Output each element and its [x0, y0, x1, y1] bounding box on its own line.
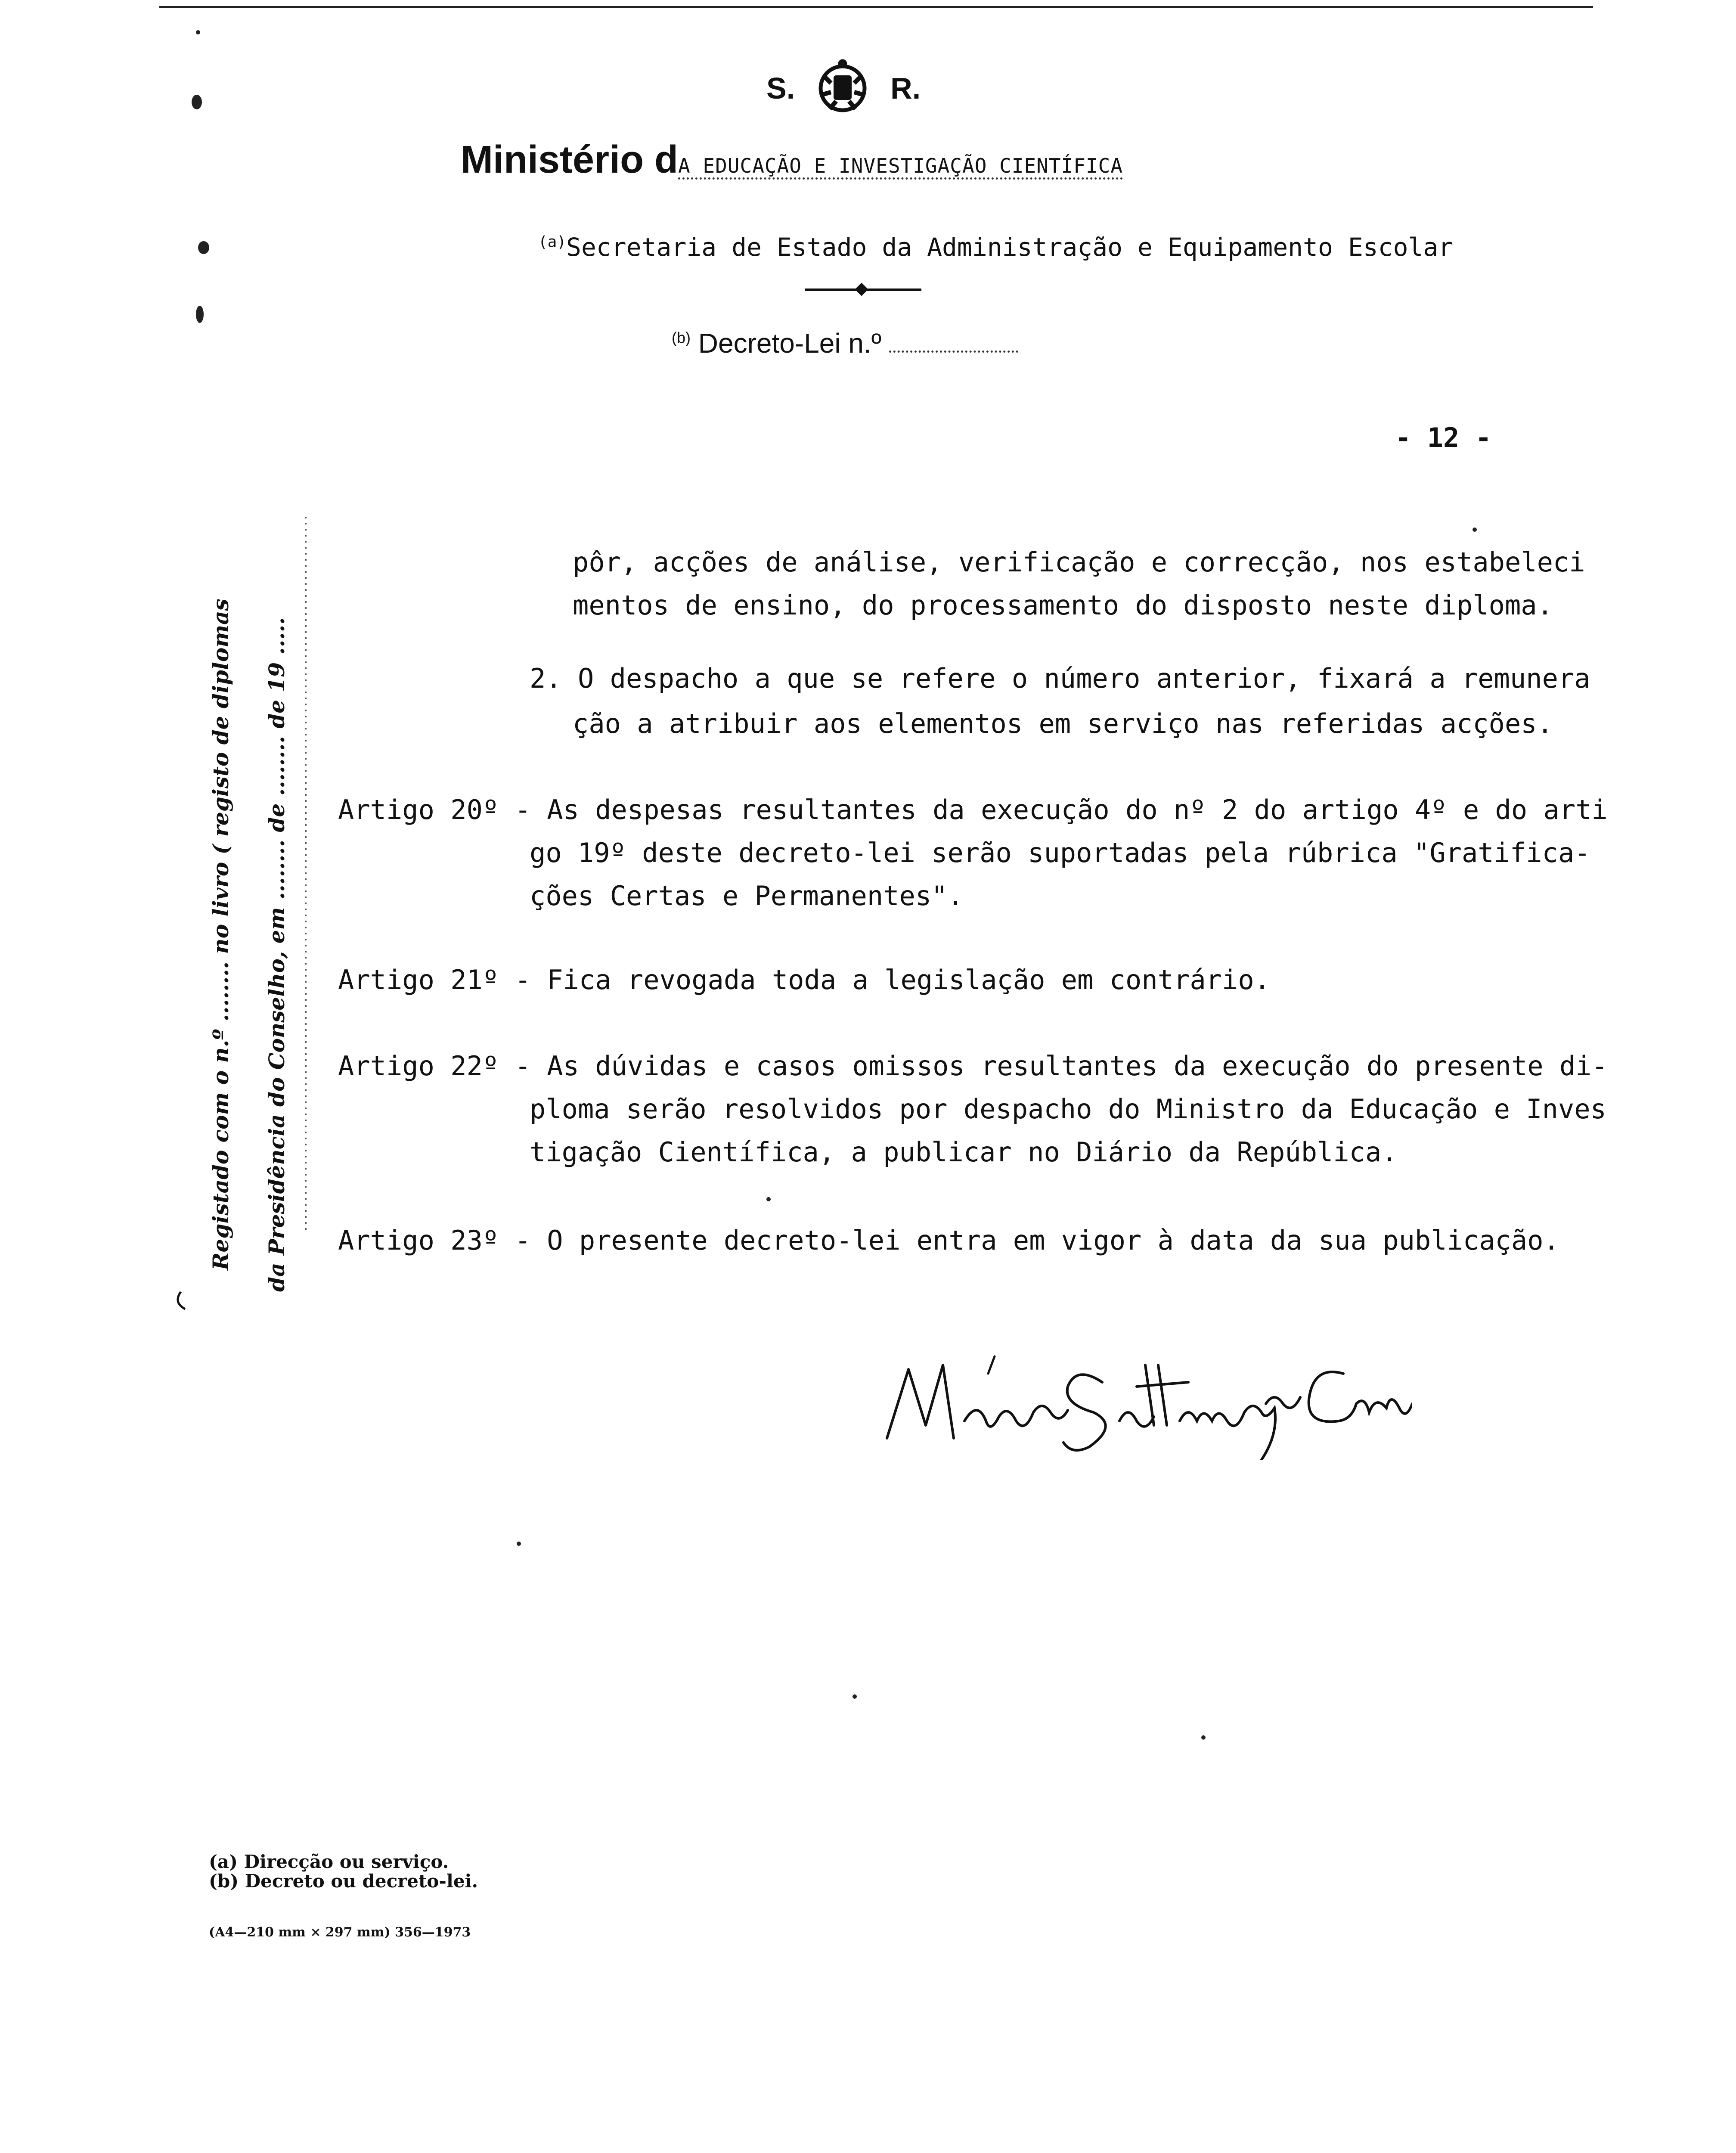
coat-of-arms-icon	[810, 56, 875, 121]
paper-format-note: (A4—210 mm × 297 mm) 356—1973	[209, 1925, 471, 1940]
para1-line2: mentos de ensino, do processamento do disposto neste diploma.	[573, 589, 1553, 621]
item2-line2: ção a atribuir aos elementos em serviço nas referidas acções.	[573, 708, 1553, 739]
footnote-a: (a) Direcção ou serviço.	[209, 1851, 449, 1872]
page-number: - 12 -	[1395, 422, 1491, 453]
seal-letter-right: R.	[890, 71, 921, 105]
footnote-marker-a: (a)	[538, 233, 567, 251]
footnote-b: (b) Decreto ou decreto-lei.	[209, 1871, 478, 1892]
article20-line1: Artigo 20º - As despesas resultantes da execução do nº 2 do artigo 4º e do arti	[338, 794, 1608, 825]
seal-letter-left: S.	[766, 71, 795, 105]
article20-line2: go 19º deste decreto-lei serão suportadas pela rúbrica "Gratifica-	[530, 837, 1590, 869]
registration-margin-note	[168, 499, 314, 1318]
article23-line1: Artigo 23º - O presente decreto-lei entra em vigor à data da sua publicação.	[338, 1225, 1559, 1256]
seal-header	[766, 56, 921, 121]
margin-bracket	[178, 1292, 185, 1309]
article22-line2: ploma serão resolvidos por despacho do Ministro da Educação e Inves	[530, 1093, 1606, 1125]
secretaria-line	[538, 233, 1453, 262]
decreto-label: Decreto-Lei n.º	[698, 328, 882, 359]
speck	[196, 30, 200, 34]
margin-note-line1: Registado com o n.º ........ no livro ( registo de diplomas	[208, 599, 233, 1270]
speck	[1201, 1735, 1206, 1740]
article22-line1: Artigo 22º - As dúvidas e casos omissos resultantes da execução do presente di-	[338, 1050, 1608, 1082]
speck	[1472, 527, 1477, 532]
divider-diamond	[855, 282, 868, 296]
margin-note-line2: da Presidência do Conselho, em ........ de ........ de 19 .....	[264, 617, 289, 1292]
speck	[852, 1694, 857, 1699]
decreto-line	[672, 327, 1018, 359]
ministry-department: A EDUCAÇÃO E INVESTIGAÇÃO CIENTÍFICA	[678, 154, 1123, 180]
ministry-prefix: Ministério d	[461, 138, 679, 181]
speck	[198, 241, 209, 254]
ministry-title	[461, 138, 1123, 182]
article22-line3: tigação Científica, a publicar no Diário da República.	[530, 1136, 1398, 1168]
speck	[517, 1542, 521, 1546]
speck	[196, 306, 204, 323]
speck	[766, 1197, 771, 1201]
top-rule	[159, 6, 1593, 8]
article21-line1: Artigo 21º - Fica revogada toda a legislação em contrário.	[338, 964, 1270, 996]
para1-line1: pôr, acções de análise, verificação e correcção, nos estabeleci	[573, 546, 1585, 578]
signature	[878, 1339, 1412, 1460]
item2-line1: 2. O despacho a que se refere o número anterior, fixará a remunera	[530, 663, 1590, 694]
decreto-number-blank	[889, 351, 1018, 353]
speck	[192, 95, 202, 109]
article20-line3: ções Certas e Permanentes".	[530, 880, 964, 912]
footnote-marker-b: (b)	[672, 329, 691, 347]
secretaria-text: Secretaria de Estado da Administração e Equipamento Escolar	[566, 233, 1454, 262]
